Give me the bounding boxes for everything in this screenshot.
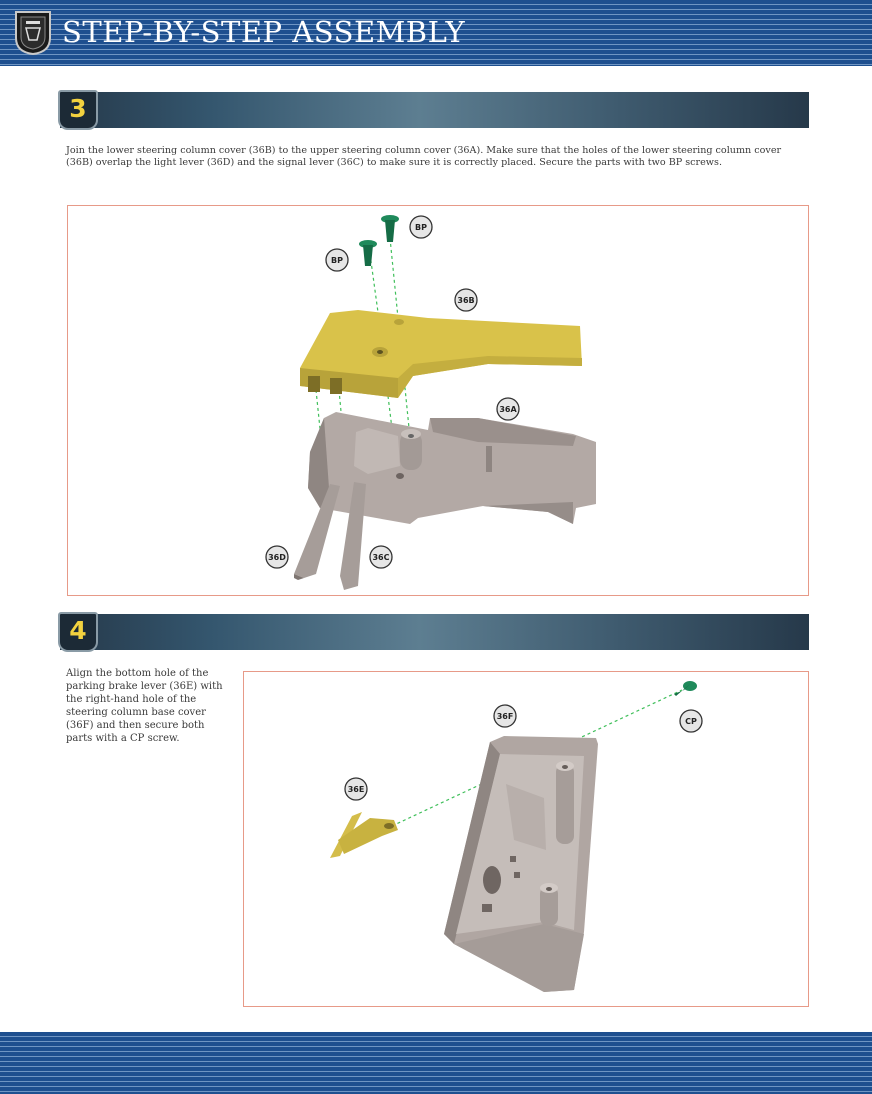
label-36f	[494, 705, 516, 727]
svg-text:CP: CP	[685, 717, 697, 726]
label-cp	[680, 710, 702, 732]
step-4-bar	[60, 614, 809, 650]
step-4-illustration	[243, 671, 809, 1007]
label-36a	[497, 398, 519, 420]
page-footer	[0, 1032, 872, 1094]
page-title: STEP-BY-STEP ASSEMBLY	[62, 15, 466, 49]
step-4-instruction: Align the bottom hole of the parking brake lever (36E) with the right-hand hole of the steering column base cover (36F) and then secure both parts with a CP screw.	[66, 668, 223, 744]
label-36c	[370, 546, 392, 568]
parking-brake-lever-36e	[330, 812, 398, 858]
svg-text:BP: BP	[415, 223, 427, 232]
svg-text:BP: BP	[331, 256, 343, 265]
svg-text:36B: 36B	[457, 296, 475, 305]
label-36d	[266, 546, 288, 568]
step-4-diagram	[244, 672, 808, 1006]
page-header	[0, 0, 872, 66]
step-3-diagram	[68, 206, 808, 595]
step-3-instruction: Join the lower steering column cover (36B) to the upper steering column cover (36A). Make sure that the holes of the lower steering column cover (36B) overlap the light lever (36D) and the signal lever (36C) to make sure it is correctly placed. Secure the parts with two BP screws.	[66, 145, 782, 168]
bp-screw-icon	[381, 215, 399, 242]
svg-text:36D: 36D	[268, 553, 286, 562]
svg-text:36A: 36A	[499, 405, 517, 414]
bp-screw-icon	[359, 240, 377, 266]
svg-text:36F: 36F	[496, 712, 514, 721]
label-36b	[455, 289, 477, 311]
svg-text:36E: 36E	[347, 785, 365, 794]
label-bp-right	[410, 216, 432, 238]
car-emblem-icon	[14, 10, 52, 56]
cp-screw-icon	[674, 681, 697, 696]
column-base-cover-36f	[444, 736, 598, 992]
lower-column-cover-36b	[300, 310, 582, 398]
step-3-illustration	[67, 205, 809, 596]
label-bp-left	[326, 249, 348, 271]
svg-text:36C: 36C	[372, 553, 390, 562]
step-3-number: 3	[58, 90, 98, 130]
label-36e	[345, 778, 367, 800]
step-4-number: 4	[58, 612, 98, 652]
step-3-bar	[60, 92, 809, 128]
